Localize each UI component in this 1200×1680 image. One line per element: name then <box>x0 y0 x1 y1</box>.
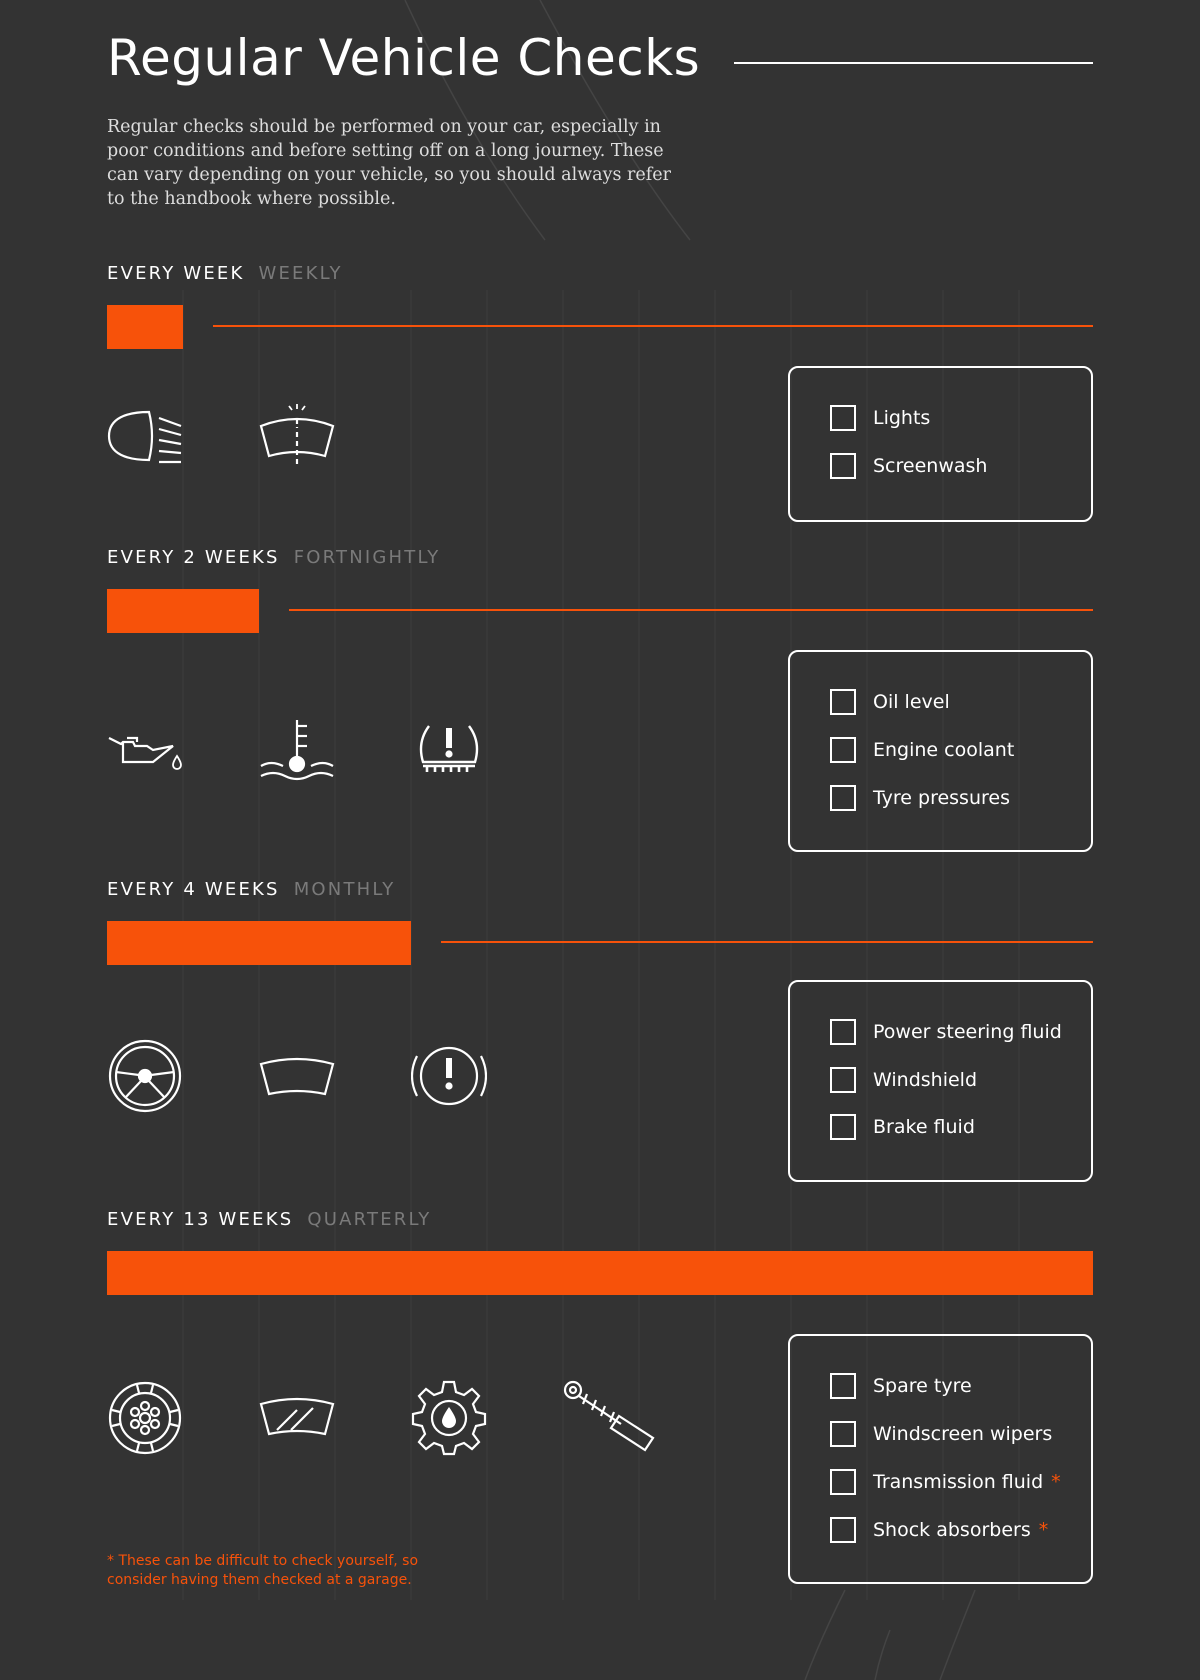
section-label <box>107 262 1093 286</box>
section-subtitle: QUARTERLY <box>307 1209 432 1230</box>
windshield-icon <box>259 1038 335 1114</box>
section-subtitle: MONTHLY <box>293 879 396 900</box>
section-fortnightly <box>107 546 1093 852</box>
checkbox[interactable] <box>830 453 856 479</box>
section-title: EVERY 2 WEEKS <box>107 547 280 568</box>
section-label <box>107 878 1093 902</box>
brake-warning-icon <box>411 1038 487 1114</box>
checkbox[interactable] <box>830 1114 856 1140</box>
checkbox[interactable] <box>830 1373 856 1399</box>
checklist-item-label: Screenwash <box>873 455 988 477</box>
checklist-item-label <box>873 1468 1061 1496</box>
checkbox[interactable] <box>830 1067 856 1093</box>
section-title: EVERY 4 WEEKS <box>107 879 280 900</box>
checklist-panel <box>788 1334 1093 1584</box>
section-label <box>107 546 1093 570</box>
section-monthly <box>107 878 1093 1184</box>
spare-tyre-icon <box>107 1380 183 1456</box>
frequency-bar <box>107 921 411 965</box>
section-title: EVERY WEEK <box>107 263 245 284</box>
checklist-panel <box>788 980 1093 1182</box>
checkbox[interactable] <box>830 785 856 811</box>
header <box>107 26 1093 90</box>
screenwash-icon <box>259 398 335 474</box>
frequency-bar-row <box>107 589 1093 633</box>
oil-can-icon <box>107 714 183 790</box>
asterisk-mark: * <box>1038 1519 1049 1541</box>
section-subtitle: WEEKLY <box>258 263 343 284</box>
checkbox[interactable] <box>830 1517 856 1543</box>
section-weekly <box>107 262 1093 522</box>
frequency-bar <box>107 589 259 633</box>
checklist-item-label: Oil level <box>873 691 950 713</box>
checkbox[interactable] <box>830 1019 856 1045</box>
checklist-item-label: Tyre pressures <box>873 787 1010 809</box>
intro-text: Regular checks should be performed on your car, especially in poor conditions and before setting off on a long journey. These can vary depending on your vehicle, so you should always refer to the handbook where possible. <box>107 117 671 209</box>
section-label <box>107 1208 1093 1232</box>
checklist-item-label <box>873 1516 1048 1544</box>
shock-absorber-icon <box>563 1380 663 1456</box>
headlight-icon <box>107 398 183 474</box>
checklist-item-label: Spare tyre <box>873 1375 972 1397</box>
wiper-icon <box>259 1380 335 1456</box>
checklist-panel <box>788 650 1093 852</box>
transmission-gear-icon <box>411 1380 487 1456</box>
section-quarterly <box>107 1208 1093 1586</box>
title-rule <box>734 62 1093 64</box>
checklist-item-label: Brake fluid <box>873 1116 975 1138</box>
checklist-item-label: Windscreen wipers <box>873 1423 1053 1445</box>
checklist-item-text: Transmission fluid <box>873 1471 1044 1493</box>
frequency-line <box>441 941 1093 943</box>
tyre-pressure-icon <box>411 714 487 790</box>
checkbox[interactable] <box>830 737 856 763</box>
frequency-bar-row <box>107 305 1093 349</box>
section-title: EVERY 13 WEEKS <box>107 1209 294 1230</box>
frequency-bar-row <box>107 921 1093 965</box>
frequency-bar <box>107 305 183 349</box>
asterisk-mark: * <box>1051 1471 1061 1493</box>
frequency-bar-row <box>107 1251 1093 1295</box>
checkbox[interactable] <box>830 689 856 715</box>
checkbox[interactable] <box>830 405 856 431</box>
checklist-item-label: Lights <box>873 407 931 429</box>
frequency-bar <box>107 1251 1093 1295</box>
checklist-item-label: Power steering fluid <box>873 1021 1062 1043</box>
checkbox[interactable] <box>830 1469 856 1495</box>
checklist-panel <box>788 366 1093 522</box>
steering-wheel-icon <box>107 1038 183 1114</box>
footnote: * These can be difficult to check yourself, so consider having them checked at a garage. <box>107 1553 419 1588</box>
section-subtitle: FORTNIGHTLY <box>293 547 441 568</box>
checklist-item-label: Engine coolant <box>873 739 1015 761</box>
checklist-item-text: Shock absorbers <box>873 1519 1031 1541</box>
frequency-line <box>213 325 1093 327</box>
checkbox[interactable] <box>830 1421 856 1447</box>
frequency-line <box>289 609 1093 611</box>
checklist-item-label: Windshield <box>873 1069 977 1091</box>
page-title: Regular Vehicle Checks <box>107 29 701 87</box>
coolant-temperature-icon <box>259 714 335 790</box>
